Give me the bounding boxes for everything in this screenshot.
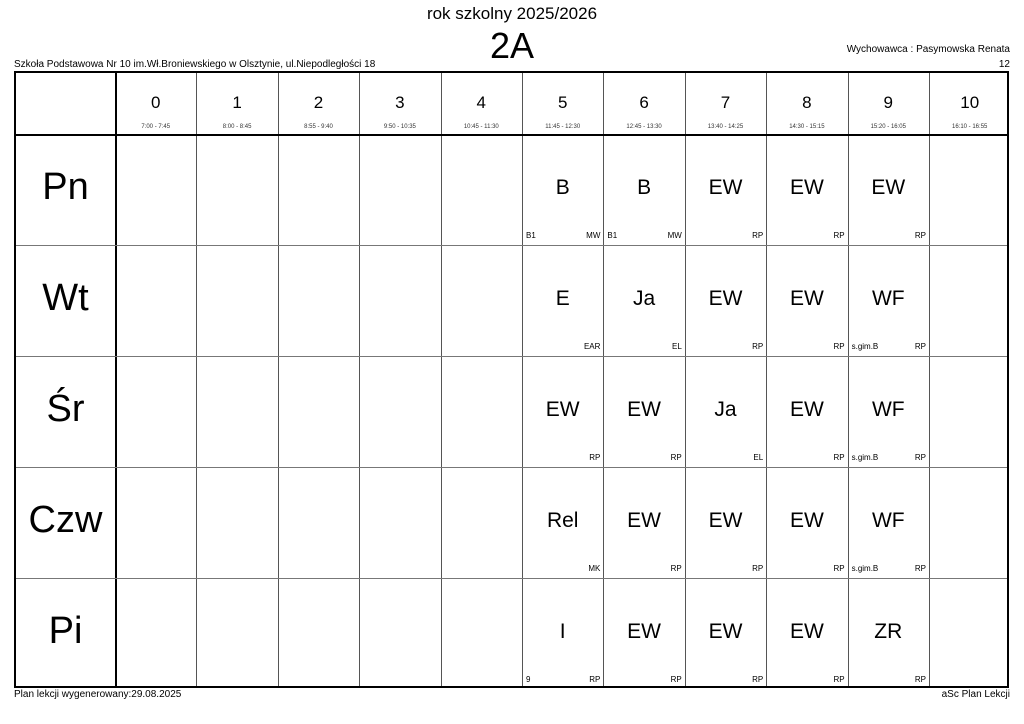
- period-number: 0: [150, 93, 161, 112]
- lesson-subject: Ja: [714, 398, 737, 421]
- period-number: 3: [395, 93, 405, 112]
- lesson-subject: EW: [627, 620, 661, 643]
- period-header: [278, 73, 359, 134]
- period-header: [766, 73, 847, 134]
- period-number: 10: [960, 93, 980, 112]
- period-header: [603, 73, 684, 134]
- lesson-teacher: RP: [914, 675, 926, 684]
- period-time: 10:45 - 11:30: [463, 124, 499, 130]
- lesson-teacher: MK: [588, 564, 601, 573]
- period-header: [115, 73, 196, 134]
- lesson-cell[interactable]: [848, 467, 929, 578]
- generated-date: Plan lekcji wygenerowany:29.08.2025: [14, 689, 182, 700]
- class-tutor: Wychowawca : Pasymowska Renata: [846, 44, 1010, 55]
- lesson-subject: E: [555, 287, 570, 310]
- lesson-teacher: RP: [589, 453, 601, 462]
- day-name: Pi: [48, 610, 83, 652]
- lesson-room: s.gim.B: [851, 564, 879, 573]
- lesson-subject: EW: [789, 287, 824, 310]
- lesson-teacher: RP: [833, 564, 845, 573]
- period-header: [929, 73, 1010, 134]
- period-time: 8:00 - 8:45: [222, 124, 252, 130]
- lesson-teacher: RP: [752, 675, 764, 684]
- period-header: [685, 73, 766, 134]
- period-number: 8: [802, 93, 812, 112]
- period-number: 1: [232, 93, 242, 112]
- period-header: [196, 73, 277, 134]
- grid-column-line: [115, 73, 117, 686]
- lesson-subject: EW: [789, 620, 824, 643]
- period-number: 7: [720, 93, 731, 112]
- lesson-teacher: RP: [670, 564, 682, 573]
- lesson-subject: EW: [871, 176, 906, 199]
- lesson-subject: EW: [708, 620, 743, 643]
- period-time: 11:45 - 12:30: [545, 124, 581, 130]
- period-number: 2: [313, 93, 324, 112]
- lesson-teacher: RP: [670, 453, 682, 462]
- lesson-teacher: RP: [670, 675, 682, 684]
- lesson-cell[interactable]: [848, 578, 929, 689]
- lesson-cell[interactable]: [603, 356, 684, 467]
- lesson-teacher: RP: [833, 342, 845, 351]
- lesson-cell[interactable]: [603, 467, 684, 578]
- lesson-teacher: RP: [833, 453, 845, 462]
- lesson-teacher: EL: [671, 342, 682, 351]
- lesson-cell[interactable]: [685, 245, 766, 356]
- grid-column-line: [929, 73, 930, 686]
- period-time: 13:40 - 14:25: [707, 124, 744, 130]
- lesson-teacher: RP: [914, 231, 926, 240]
- lesson-teacher: RP: [589, 675, 601, 684]
- lesson-cell[interactable]: [685, 356, 766, 467]
- lesson-subject: EW: [708, 509, 743, 532]
- lesson-subject: EW: [708, 176, 743, 199]
- lesson-cell[interactable]: [522, 245, 603, 356]
- lesson-subject: B: [637, 176, 652, 199]
- grid-column-line: [441, 73, 442, 686]
- lesson-subject: ZR: [874, 620, 903, 643]
- day-name: Pn: [42, 166, 89, 208]
- lesson-teacher: MW: [667, 231, 682, 240]
- lesson-cell[interactable]: [766, 245, 847, 356]
- period-number: 6: [639, 93, 649, 112]
- lesson-cell[interactable]: [685, 578, 766, 689]
- lesson-room: s.gim.B: [851, 453, 879, 462]
- lesson-subject: EW: [545, 398, 580, 421]
- lesson-cell[interactable]: [685, 134, 766, 245]
- lesson-subject: EW: [789, 509, 824, 532]
- period-time: 8:55 - 9:40: [304, 124, 333, 130]
- lesson-subject: B: [555, 176, 570, 199]
- lesson-room: s.gim.B: [851, 342, 879, 351]
- lesson-room: B1: [526, 231, 536, 240]
- grid-column-line: [359, 73, 360, 686]
- period-time: 15:20 - 16:05: [870, 124, 906, 130]
- lesson-subject: EW: [708, 287, 743, 310]
- lesson-teacher: EAR: [583, 342, 601, 351]
- lesson-subject: Rel: [546, 509, 579, 532]
- day-name: Czw: [28, 499, 103, 541]
- lesson-subject: WF: [871, 509, 905, 532]
- lesson-subject: Ja: [632, 287, 656, 310]
- class-title: 2A: [489, 25, 535, 66]
- lesson-teacher: EL: [753, 453, 764, 462]
- lesson-teacher: RP: [914, 453, 926, 462]
- period-header: [441, 73, 522, 134]
- lesson-subject: WF: [871, 287, 905, 310]
- lesson-cell[interactable]: [603, 578, 684, 689]
- timetable-grid: [14, 71, 1009, 688]
- school-name: Szkoła Podstawowa Nr 10 im.Wł.Broniewskiego w Olsztynie, ul.Niepodległości 18: [14, 59, 376, 70]
- software-name: aSc Plan Lekcji: [941, 689, 1010, 700]
- lesson-cell[interactable]: [766, 578, 847, 689]
- period-time: 14:30 - 15:15: [789, 124, 825, 130]
- period-time: 7:00 - 7:45: [141, 124, 171, 130]
- lesson-cell[interactable]: [522, 134, 603, 245]
- lesson-teacher: MW: [586, 231, 601, 240]
- lesson-teacher: RP: [914, 564, 926, 573]
- lesson-room: B1: [607, 231, 618, 240]
- lesson-cell[interactable]: [766, 134, 847, 245]
- lesson-subject: EW: [627, 509, 661, 532]
- lesson-cell[interactable]: [603, 245, 684, 356]
- lesson-cell[interactable]: [603, 134, 684, 245]
- lesson-teacher: RP: [752, 231, 764, 240]
- lesson-cell[interactable]: [848, 245, 929, 356]
- period-header: [359, 73, 440, 134]
- page-number: 12: [998, 59, 1010, 70]
- period-time: 12:45 - 13:30: [626, 124, 662, 130]
- lesson-cell[interactable]: [522, 578, 603, 689]
- lesson-subject: EW: [789, 176, 824, 199]
- grid-column-line: [278, 73, 279, 686]
- day-name: Śr: [46, 388, 85, 430]
- lesson-subject: EW: [627, 398, 661, 421]
- lesson-cell[interactable]: [766, 467, 847, 578]
- lesson-cell[interactable]: [848, 356, 929, 467]
- lesson-teacher: RP: [833, 675, 845, 684]
- lesson-cell[interactable]: [685, 467, 766, 578]
- lesson-teacher: RP: [752, 564, 764, 573]
- lesson-subject: EW: [789, 398, 824, 421]
- period-header: [522, 73, 603, 134]
- lesson-cell[interactable]: [522, 356, 603, 467]
- grid-column-line: [196, 73, 197, 686]
- lesson-room: 9: [526, 675, 531, 684]
- lesson-cell[interactable]: [766, 356, 847, 467]
- period-header: [848, 73, 929, 134]
- lesson-cell[interactable]: [848, 134, 929, 245]
- lesson-teacher: RP: [914, 342, 926, 351]
- lesson-subject: WF: [871, 398, 905, 421]
- lesson-cell[interactable]: [522, 467, 603, 578]
- lesson-subject: I: [559, 620, 566, 643]
- period-time: 9:50 - 10:35: [383, 124, 416, 130]
- period-number: 4: [476, 93, 487, 112]
- period-time: 16:10 - 16:55: [952, 124, 988, 130]
- period-number: 5: [557, 93, 568, 112]
- period-number: 9: [883, 93, 894, 112]
- lesson-teacher: RP: [752, 342, 764, 351]
- lesson-teacher: RP: [833, 231, 845, 240]
- school-year-title: rok szkolny 2025/2026: [426, 4, 598, 23]
- day-name: Wt: [42, 277, 89, 319]
